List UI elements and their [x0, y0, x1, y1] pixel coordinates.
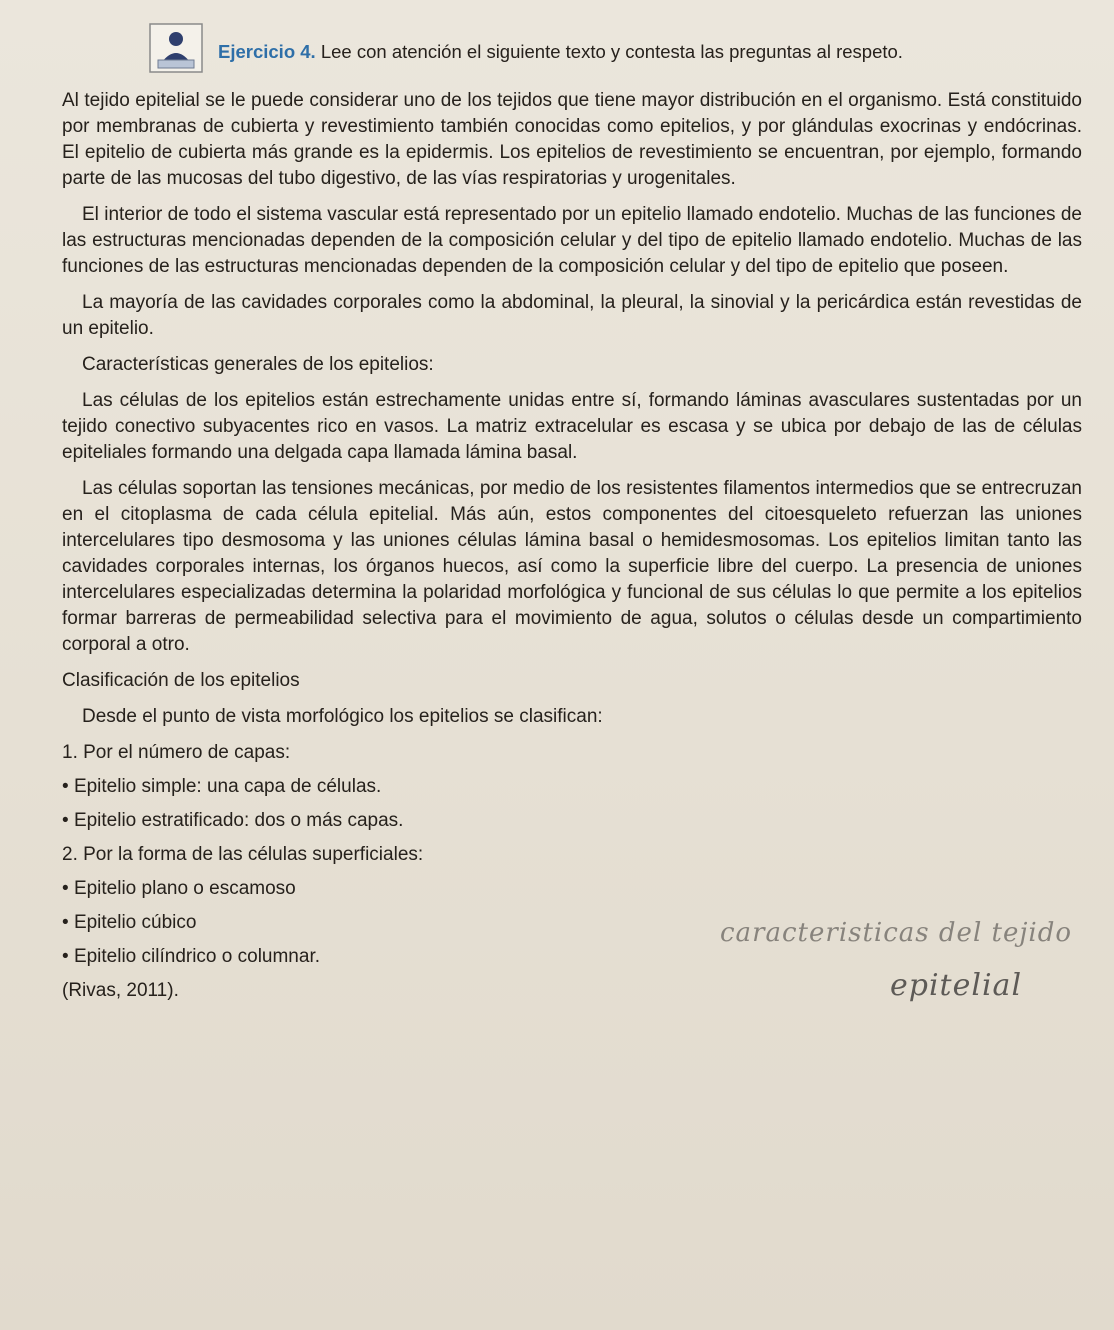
- paragraph-cavities: La mayoría de las cavidades corporales como la abdominal, la pleural, la sinovial y la pericárdica están revestidas de un epitelio.: [62, 292, 1082, 339]
- list-item: • Epitelio cilíndrico o columnar.: [62, 944, 1082, 970]
- paragraph-vascular: El interior de todo el sistema vascular está representado por un epitelio llamado endotelio. Muchas de las funciones de las estructuras mencionadas dependen de la composición celular y del tipo de epitelio llamado endotelio. Muchas de las funciones de las estructuras mencionadas dependen de la composición celular y del tipo de epitelio que poseen.: [62, 204, 1082, 277]
- group-label-shape: 2. Por la forma de las células superficiales:: [62, 844, 424, 865]
- exercise-label: Ejercicio 4.: [218, 41, 316, 62]
- list-item: • Epitelio cúbico: [62, 910, 1082, 936]
- section-title-classification: Clasificación de los epitelios: [62, 670, 300, 691]
- classification-intro: Desde el punto de vista morfológico los epitelios se clasifican:: [82, 706, 603, 727]
- paragraph-intro: Al tejido epitelial se le puede considerar uno de los tejidos que tiene mayor distribución en el organismo. Está constituido por membranas de cubierta y revestimiento también conocidas como epitelios, y por glándulas exocrinas y endócrinas. El epitelio de cubierta más grande es la epidermis. Los epitelios de revestimiento se encuentran, por ejemplo, formando parte de las mucosas del tubo digestivo, de las vías respiratorias y urogenitales.: [62, 90, 1082, 189]
- list-item: • Epitelio simple: una capa de células.: [62, 774, 1082, 800]
- exercise-header: [218, 40, 1098, 64]
- exercise-instruction: Lee con atención el siguiente texto y contesta las preguntas al respeto.: [320, 41, 903, 62]
- list-item: • Epitelio plano o escamoso: [62, 876, 1082, 902]
- reading-student-icon: [148, 22, 204, 74]
- document-body: [62, 88, 1082, 1014]
- paragraph-cells: Las células de los epitelios están estrechamente unidas entre sí, formando láminas avasculares sustentadas por un tejido conectivo subyacentes rico en vasos. La matriz extracelular es escasa y se ubica por debajo de las de células epiteliales formando una delgada capa llamada lámina basal.: [62, 390, 1082, 463]
- handwritten-note-line1: caracteristicas del tejido: [720, 918, 1073, 948]
- handwritten-note-line2: epitelial: [890, 968, 1023, 1003]
- group-label-layers: 1. Por el número de capas:: [62, 742, 291, 763]
- paragraph-tensions: Las células soportan las tensiones mecánicas, por medio de los resistentes filamentos intermedios que se entrecruzan en el citoplasma de cada célula epitelial. Más aún, estos componentes del citoesqueleto refuerzan las uniones intercelulares tipo desmosoma y las uniones células lámina basal o hemidesmosomas. Los epitelios limitan tanto las cavidades corporales internas, los órganos huecos, así como la superficie libre del cuerpo. La presencia de uniones intercelulares especializadas determina la polaridad morfológica y funcional de sus células lo que permite a los epitelios formar barreras de permeabilidad selectiva para el movimiento de agua, solutos o células desde un compartimiento corporal a otro.: [62, 478, 1082, 655]
- list-item: • Epitelio estratificado: dos o más capas.: [62, 808, 1082, 834]
- section-title-characteristics: Características generales de los epitelios:: [82, 354, 434, 375]
- citation: (Rivas, 2011).: [62, 980, 179, 1001]
